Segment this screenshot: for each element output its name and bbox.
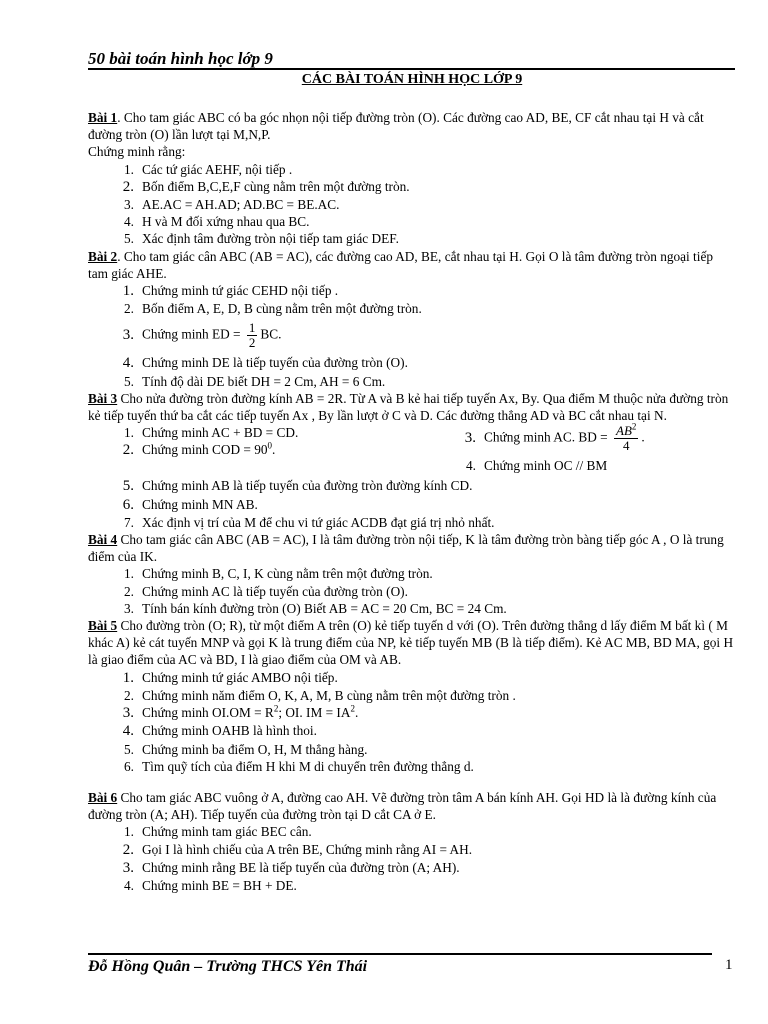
problem-4-statement: [88, 531, 736, 565]
header-rule: [88, 68, 735, 70]
list-item: 2. Gọi I là hình chiếu của A trên BE, Chứng minh rằng AI = AH.: [122, 841, 473, 858]
list-item: 5. Tính độ dài DE biết DH = 2 Cm, AH = 6 Cm.: [124, 373, 386, 389]
list-item: 5. Chứng minh AB là tiếp tuyến của đường tròn đường kính CD.: [122, 478, 473, 495]
list-item: 2. Bốn điểm A, E, D, B cùng nằm trên một đường tròn.: [124, 301, 422, 317]
problem-label: Bài 6: [88, 789, 118, 805]
problem-text: Cho tam giác cân ABC (AB = AC), I là tâm đường tròn nội tiếp, K là tâm đường tròn bàng tiếp góc A , O là trung điểm của IK.: [88, 532, 724, 565]
problem-text: Cho nửa đường tròn đường kính AB = 2R. Từ A và B kẻ hai tiếp tuyến Ax, By. Qua điểm M thuộc nửa đường tròn kẻ tiếp tuyến thứ ba cắt các tiếp tuyến Ax , By lần lượt ở C và D. Các đường thẳng AD và BC cắt nhau tại N.: [88, 390, 729, 424]
problem-text: Cho tam giác ABC vuông ở A, đường cao AH. Vẽ đường tròn tâm A bán kính AH. Gọi HD là là đường kính của đường tròn (A; AH). Tiếp tuyến của đường tròn tại D cắt CA ở E.: [88, 789, 717, 823]
list-item: 5. Chứng minh ba điểm O, H, M thẳng hàng.: [124, 741, 368, 757]
footer-author: Đỗ Hồng Quân – Trường THCS Yên Thái: [88, 958, 368, 975]
running-header: 50 bài toán hình học lớp 9: [88, 49, 273, 68]
list-item: 1. Các tứ giác AEHF, nội tiếp .: [124, 161, 293, 177]
problem-label: Bài 2: [88, 248, 118, 264]
list-item: 4. H và M đối xứng nhau qua BC.: [124, 214, 310, 230]
list-item: 4. Chứng minh OC // BM: [466, 458, 608, 474]
problem-text: . Cho tam giác cân ABC (AB = AC), các đường cao AD, BE, cắt nhau tại H. Gọi O là tâm đường tròn ngoại tiếp tam giác AHE.: [88, 248, 713, 281]
list-item: 2. Bốn điểm B,C,E,F cùng nằm trên một đường tròn.: [122, 178, 410, 195]
problem-3-items: [88, 477, 736, 531]
list-item: 2. Chứng minh COD = $90^0$.: [122, 441, 276, 459]
list-item: 5. Xác định tâm đường tròn nội tiếp tam giác DEF.: [124, 231, 399, 247]
list-item: 4. Chứng minh OAHB là hình thoi.: [122, 723, 317, 740]
list-item: 6. Chứng minh MN AB.: [122, 496, 258, 513]
problem-2-statement: [88, 248, 736, 282]
list-item: 3. Chứng minh AC. BD = $\frac{AB^2}{4}$ .: [464, 421, 645, 454]
problem-label: Bài 1: [88, 110, 118, 125]
page-title: CÁC BÀI TOÁN HÌNH HỌC LỚP 9: [301, 72, 523, 87]
list-item: 4. Chứng minh BE = BH + DE.: [124, 877, 297, 893]
list-item: 3. Tính bán kính đường tròn (O) Biết AB = AC = 20 Cm, BC = 24 Cm.: [124, 600, 507, 616]
problem-5-items: [88, 669, 736, 775]
list-item: 1. Chứng minh AC + BD = CD.: [124, 425, 299, 441]
problem-text: Cho đường tròn (O; R), từ một điểm A trên (O) kẻ tiếp tuyến d với (O). Trên đường thẳng d lấy điểm M bất kì ( M khác A) kẻ cát tuyến MNP và gọi K là trung điểm của NP, kẻ tiếp tuyến MB (B là tiếp điểm). Kẻ AC MB, BD MA, gọi H là giao điểm của AC và BD, I là giao điểm của OM và AB.: [88, 618, 734, 668]
list-item: 7. Xác định vị trí của M để chu vi tứ giác ACDB đạt giá trị nhỏ nhất.: [124, 514, 495, 530]
problem-text: . Cho tam giác ABC có ba góc nhọn nội tiếp đường tròn (O). Các đường cao AD, BE, CF cắt nhau tại H và cắt đường tròn (O) lần lượt tại M,N,P.: [88, 110, 704, 143]
problem-6-items: [88, 823, 736, 894]
list-item: 3. Chứng minh $OI.OM = R^2$; OI. IM = $IA^2$.: [122, 703, 359, 722]
list-item: 6. Tìm quỹ tích của điểm H khi M di chuyển trên đường thẳng d.: [124, 758, 474, 774]
fraction: $\frac{AB^2}{4}$: [616, 421, 637, 454]
footer-rule: [88, 953, 712, 955]
problem-label: Bài 5: [88, 618, 118, 634]
problem-3-statement: [88, 390, 736, 424]
problem-label: Bài 4: [88, 532, 118, 548]
list-item: 3. AE.AC = AH.AD; AD.BC = BE.AC.: [124, 197, 340, 213]
problem-3-two-column: [88, 421, 736, 474]
list-item: 4. Chứng minh DE là tiếp tuyến của đường tròn (O).: [122, 355, 408, 372]
problem-4-items: [88, 565, 736, 617]
problem-5-statement: [88, 617, 736, 669]
problem-6-statement: [88, 789, 736, 823]
list-item: 2. Chứng minh AC là tiếp tuyến của đường tròn (O).: [124, 583, 408, 599]
problem-3-items-right: [448, 421, 736, 474]
problem-1-lead: Chứng minh rằng:: [88, 144, 186, 160]
list-item: 1. Chứng minh B, C, I, K cùng nằm trên một đường tròn.: [124, 566, 433, 582]
problem-label: Bài 3: [88, 390, 118, 406]
problem-3-items-left: [88, 424, 448, 459]
list-item: 3. Chứng minh ED = $\frac{1}{2}$ BC.: [122, 320, 282, 351]
document-body: [88, 109, 736, 894]
list-item: 3. Chứng minh rằng BE là tiếp tuyến của đường tròn (A; AH).: [122, 859, 460, 876]
problem-1-statement: [88, 109, 736, 143]
problem-2-items: [88, 282, 736, 390]
page-number: 1: [725, 957, 733, 973]
list-item: 2. Chứng minh năm điểm O, K, A, M, B cùng nằm trên một đường tròn .: [124, 687, 516, 703]
problem-1-items: [88, 161, 736, 248]
list-item: 1. Chứng minh tam giác BEC cân.: [124, 824, 312, 840]
list-item: 1. Chứng minh tứ giác AMBO nội tiếp.: [122, 669, 338, 686]
list-item: 1. Chứng minh tứ giác CEHD nội tiếp .: [122, 283, 339, 300]
fraction: $\frac{1}{2}$: [248, 320, 256, 351]
